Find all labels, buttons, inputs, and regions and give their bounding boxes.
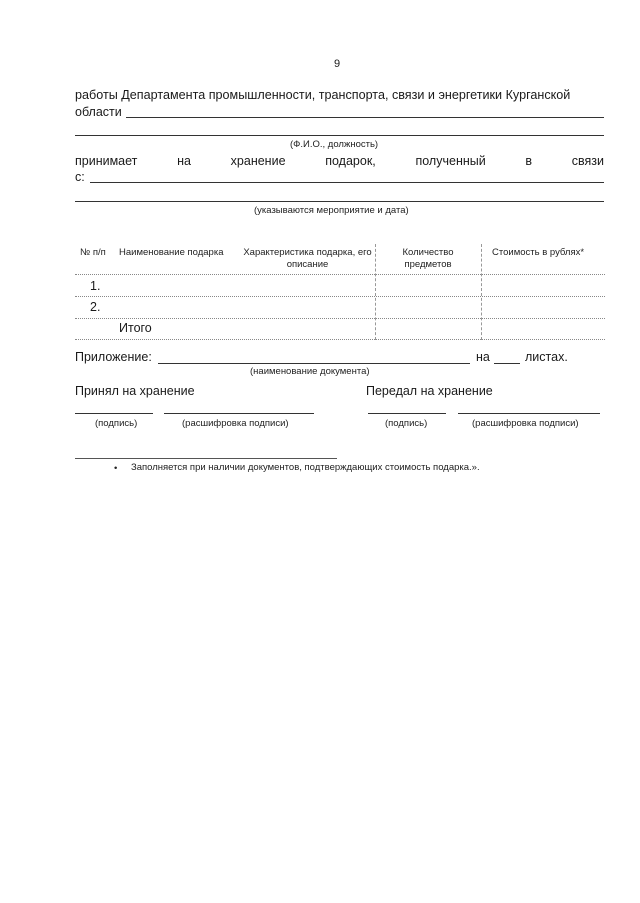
accepts-word-3: хранение bbox=[230, 154, 286, 168]
column-separator bbox=[481, 244, 482, 340]
row-line bbox=[75, 318, 605, 319]
header-bottom-line bbox=[75, 274, 605, 275]
attachment-sheets-line bbox=[494, 363, 520, 364]
attachment-on: на bbox=[476, 350, 490, 364]
header-name: Наименование подарка bbox=[119, 247, 224, 258]
footnote-text: Заполняется при наличии документов, подтверждающих стоимость подарка.». bbox=[131, 462, 480, 473]
accepted-heading: Принял на хранение bbox=[75, 384, 195, 398]
reason-blank-line bbox=[90, 182, 604, 183]
accepts-word-1: принимает bbox=[75, 154, 138, 168]
department-blank-line bbox=[126, 117, 604, 118]
table-bottom-line bbox=[75, 339, 605, 340]
total-label: Итого bbox=[119, 321, 152, 335]
intro-line-2-prefix: области bbox=[75, 105, 122, 119]
accepts-word-4: подарок, bbox=[325, 154, 376, 168]
attachment-label: Приложение: bbox=[75, 350, 152, 364]
table-row-num: 2. bbox=[90, 300, 101, 314]
accepted-signature-caption: (подпись) bbox=[95, 418, 138, 429]
footnote-separator bbox=[75, 458, 337, 459]
header-num: № п/п bbox=[80, 247, 106, 258]
accepts-word-6: в bbox=[525, 154, 533, 168]
handed-decoding-line bbox=[458, 413, 600, 414]
row-line bbox=[75, 296, 605, 297]
event-caption: (указываются мероприятие и дата) bbox=[254, 205, 409, 216]
attachment-sheets: листах. bbox=[525, 350, 568, 364]
header-quantity: Количество предметов bbox=[402, 247, 454, 270]
page-number: 9 bbox=[334, 58, 341, 70]
accepts-word-5: полученный bbox=[415, 154, 486, 168]
handed-heading: Передал на хранение bbox=[366, 384, 493, 398]
event-blank-line bbox=[75, 201, 604, 202]
accepted-decoding-line bbox=[164, 413, 314, 414]
attachment-doc-caption: (наименование документа) bbox=[250, 366, 370, 377]
accepted-decoding-caption: (расшифровка подписи) bbox=[182, 418, 289, 429]
accepted-signature-line bbox=[75, 413, 153, 414]
header-cost: Стоимость в рублях* bbox=[492, 247, 585, 258]
table-row-num: 1. bbox=[90, 279, 101, 293]
accepts-word-2: на bbox=[177, 154, 191, 168]
footnote-bullet: • bbox=[114, 463, 118, 474]
intro-line-1: работы Департамента промышленности, транспорта, связи и энергетики Курганской bbox=[75, 88, 571, 102]
column-separator bbox=[375, 244, 376, 340]
accepts-line bbox=[75, 154, 604, 168]
fio-caption: (Ф.И.О., должность) bbox=[290, 139, 379, 150]
handed-signature-caption: (подпись) bbox=[385, 418, 428, 429]
fio-blank-line bbox=[75, 135, 604, 136]
accepts-line-2-prefix: с: bbox=[75, 170, 85, 184]
accepts-word-7: связи bbox=[571, 154, 604, 168]
handed-signature-line bbox=[368, 413, 446, 414]
header-description: Характеристика подарка, его описание bbox=[243, 247, 372, 270]
attachment-doc-line bbox=[158, 363, 470, 364]
handed-decoding-caption: (расшифровка подписи) bbox=[472, 418, 579, 429]
